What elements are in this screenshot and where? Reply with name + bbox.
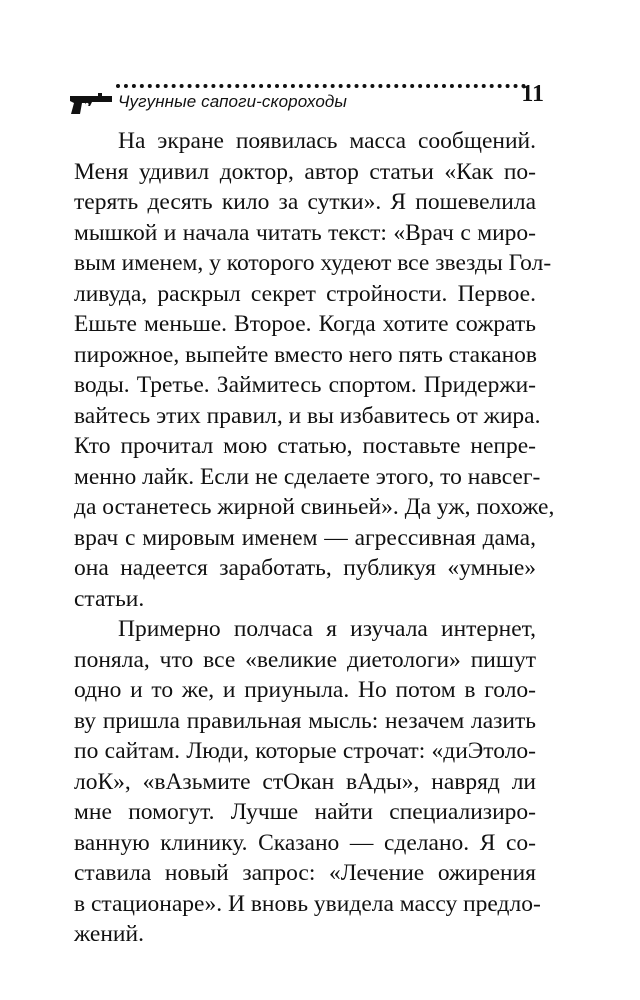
text-line: вым именем, у которого худеют все звезды Гол- (74, 250, 552, 276)
text-line: На экране появилась масса сообщений. (118, 128, 536, 154)
text-line: в стационаре». И вновь увидела массу предло- (74, 890, 541, 917)
text-line: да останетесь жирной свиньей». Да уж, похоже, (74, 494, 555, 520)
paragraph-1 (74, 126, 555, 614)
text-line: пирожное, выпейте вместо него пять стаканов (74, 341, 538, 368)
text-line: менно лайк. Если не сделаете этого, то навсег- (74, 463, 541, 490)
text-line: терять десять кило за сутки». Я пошевелила (74, 189, 536, 215)
running-title: Чугунные сапоги-скороходы (118, 92, 347, 111)
text-line: Меня удивил доктор, автор статьи «Как по- (74, 158, 536, 185)
text-line: Кто прочитал мою статью, поставьте непре- (74, 433, 536, 459)
text-line: воды. Третье. Займитесь спортом. Придержи- (74, 372, 536, 398)
text-line: Ешьте меньше. Второе. Когда хотите сожрать (74, 311, 536, 337)
paragraph-2 (74, 614, 541, 950)
text-line: она надеется заработать, публикуя «умные» (74, 555, 536, 581)
body-text (74, 126, 555, 950)
text-line: статьи. (74, 585, 145, 612)
revolver-icon (68, 86, 114, 116)
text-line: ставила новый запрос: «Лечение ожирения (74, 860, 536, 886)
text-line: ванную клинику. Сказано — сделано. Я со- (74, 829, 536, 856)
page-header (68, 78, 544, 128)
text-line: ву пришла правильная мысль: незачем лазить (74, 707, 536, 734)
text-line: вайтесь этих правил, и вы избавитесь от жира. (74, 402, 541, 429)
page-number: 11 (521, 81, 544, 107)
text-line: лоК», «вАзьмите стОкан вАды», навряд ли (74, 768, 536, 795)
text-line: поняла, что все «великие диетологи» пишут (74, 646, 536, 673)
text-line: одно и то же, и приуныла. Но потом в голо- (74, 677, 536, 703)
header-dotted-rule (116, 84, 526, 88)
text-line: Примерно полчаса я изучала интернет, (118, 616, 536, 642)
text-line: мышкой и начала читать текст: «Врач с миро- (74, 219, 536, 246)
text-line: по сайтам. Люди, которые строчат: «диЭтоло- (74, 738, 536, 764)
text-line: врач с мировым именем — агрессивная дама, (74, 524, 536, 551)
text-line: жений. (74, 921, 144, 947)
text-line: мне помогут. Лучше найти специализиро- (74, 799, 536, 825)
text-line: ливуда, раскрыл секрет стройности. Первое. (74, 280, 536, 307)
